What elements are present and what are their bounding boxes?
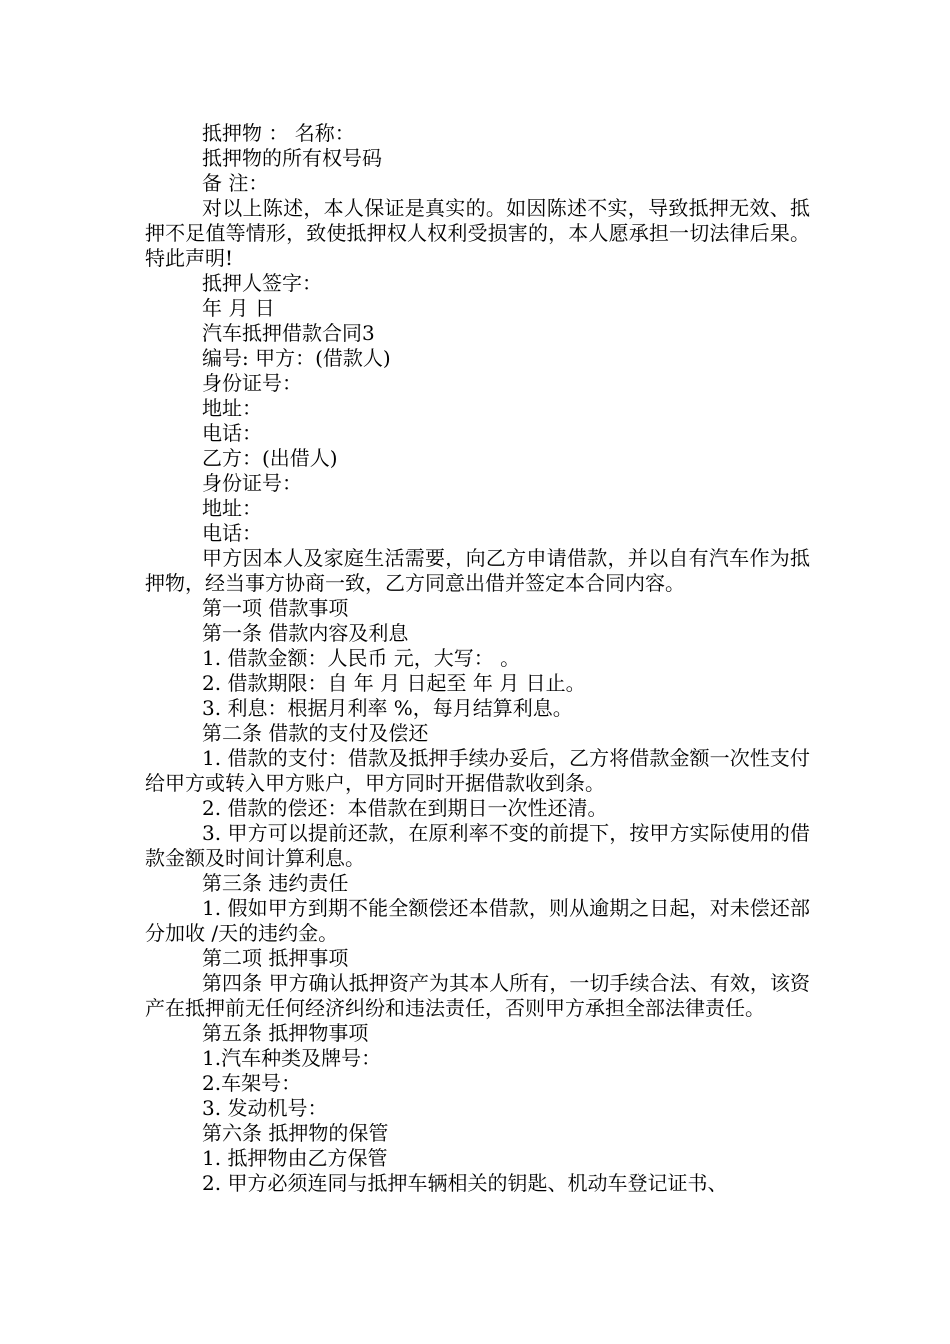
mortgagor-signature-line: 抵押人签字： [202,271,322,295]
collateral-name-line: 抵押物 ： 名称： [202,121,355,145]
custody-line: 1. 抵押物由乙方保管 [202,1146,388,1170]
article-three-heading: 第三条 违约责任 [202,871,349,895]
party-a-line: 编号: 甲方：(借款人) [202,346,391,370]
party-a-address-line: 地址： [202,396,262,420]
article-five-heading: 第五条 抵押物事项 [202,1021,369,1045]
engine-number-line: 3. 发动机号： [202,1096,328,1120]
contract-title: 汽车抵押借款合同3 [202,321,375,345]
article-six-heading: 第六条 抵押物的保管 [202,1121,389,1145]
party-b-line: 乙方：(出借人) [202,446,338,470]
section-one-heading: 第一项 借款事项 [202,596,349,620]
date-line: 年 月 日 [202,296,275,320]
loan-repayment-line: 2. 借款的偿还：本借款在到期日一次性还清。 [202,796,608,820]
party-b-address-line: 地址： [202,496,262,520]
section-two-heading: 第二项 抵押事项 [202,946,349,970]
loan-term-line: 2. 借款期限：自 年 月 日起至 年 月 日止。 [202,671,586,695]
loan-amount-line: 1. 借款金额：人民币 元，大写： 。 [202,646,521,670]
handover-line: 2. 甲方必须连同与抵押车辆相关的钥匙、机动车登记证书、 [202,1171,728,1195]
vin-line: 2.车架号： [202,1071,302,1095]
interest-line: 3. 利息：根据月利率 %，每月结算利息。 [202,696,573,720]
party-b-id-line: 身份证号： [202,471,302,495]
remarks-line: 备 注： [202,171,269,195]
article-four-paragraph: 第四条 甲方确认抵押资产为其本人所有，一切手续合法、有效，该资产在抵押前无任何经济纠纷和违法责任，否则甲方承担全部法律责任。 [145,971,810,1020]
default-paragraph: 1. 假如甲方到期不能全额偿还本借款，则从逾期之日起，对未偿还部分加收 /天的违约金。 [145,896,810,945]
ownership-number-line: 抵押物的所有权号码 [202,146,382,170]
party-a-id-line: 身份证号： [202,371,302,395]
preamble-paragraph: 甲方因本人及家庭生活需要，向乙方申请借款，并以自有汽车作为抵押物，经当事方协商一致，乙方同意出借并签定本合同内容。 [145,546,810,595]
party-b-phone-line: 电话： [202,521,262,545]
article-one-heading: 第一条 借款内容及利息 [202,621,409,645]
vehicle-type-line: 1.汽车种类及牌号： [202,1046,382,1070]
loan-payment-paragraph: 1. 借款的支付：借款及抵押手续办妥后，乙方将借款金额一次性支付给甲方或转入甲方账户，甲方同时开据借款收到条。 [145,746,810,795]
article-two-heading: 第二条 借款的支付及偿还 [202,721,429,745]
party-a-phone-line: 电话： [202,421,262,445]
early-repayment-paragraph: 3. 甲方可以提前还款，在原利率不变的前提下，按甲方实际使用的借款金额及时间计算利息。 [145,821,810,870]
declaration-paragraph: 对以上陈述，本人保证是真实的。如因陈述不实，导致抵押无效、抵押不足值等情形，致使抵押权人权利受损害的，本人愿承担一切法律后果。 特此声明! [145,196,810,270]
document-body [145,121,810,1196]
